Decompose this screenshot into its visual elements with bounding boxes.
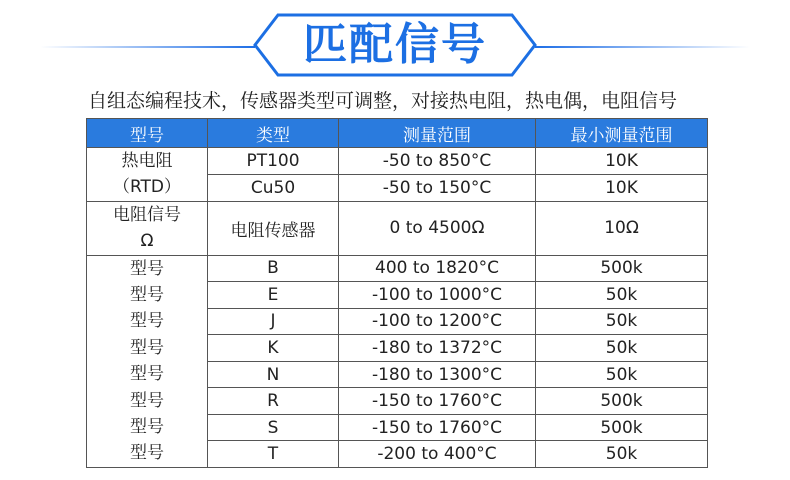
tc-label: 型号 bbox=[130, 443, 164, 464]
resistance-label-line2: Ω bbox=[140, 231, 154, 252]
min-range-cell: 50k bbox=[536, 361, 708, 388]
table-row bbox=[87, 201, 708, 255]
range-cell: 400 to 1820°C bbox=[339, 255, 536, 282]
min-range-cell: 50k bbox=[536, 282, 708, 309]
tc-label: 型号 bbox=[130, 364, 164, 385]
tc-label: 型号 bbox=[130, 337, 164, 358]
range-cell: -150 to 1760°C bbox=[339, 388, 536, 415]
min-range-cell: 10Ω bbox=[536, 201, 708, 255]
tc-label: 型号 bbox=[130, 285, 164, 306]
range-cell: 0 to 4500Ω bbox=[339, 201, 536, 255]
type-cell: B bbox=[208, 255, 339, 282]
page-subtitle: 自组态编程技术，传感器类型可调整，对接热电阻，热电偶，电阻信号 bbox=[88, 90, 678, 112]
min-range-cell: 50k bbox=[536, 335, 708, 362]
range-cell: -100 to 1000°C bbox=[339, 282, 536, 309]
rtd-label-line1: 热电阻 bbox=[121, 151, 173, 171]
type-cell: R bbox=[208, 388, 339, 415]
signal-spec-table bbox=[86, 118, 708, 468]
type-cell: S bbox=[208, 414, 339, 441]
range-cell: -200 to 400°C bbox=[339, 441, 536, 468]
range-cell: -150 to 1760°C bbox=[339, 414, 536, 441]
tc-label: 型号 bbox=[130, 258, 164, 279]
type-cell: 电阻传感器 bbox=[208, 201, 339, 255]
thermocouple-label-cell bbox=[87, 255, 208, 467]
range-cell: -100 to 1200°C bbox=[339, 308, 536, 335]
header-type: 类型 bbox=[208, 119, 339, 148]
rtd-label-line2: （RTD） bbox=[112, 177, 182, 198]
header-model: 型号 bbox=[87, 119, 208, 148]
table-row bbox=[87, 148, 708, 175]
range-cell: -50 to 150°C bbox=[339, 174, 536, 201]
type-cell: J bbox=[208, 308, 339, 335]
title-badge bbox=[252, 12, 538, 78]
table-header-row bbox=[87, 119, 708, 148]
type-cell: Cu50 bbox=[208, 174, 339, 201]
range-cell: -180 to 1372°C bbox=[339, 335, 536, 362]
min-range-cell: 500k bbox=[536, 255, 708, 282]
tc-label: 型号 bbox=[130, 390, 164, 411]
min-range-cell: 500k bbox=[536, 388, 708, 415]
type-cell: T bbox=[208, 441, 339, 468]
page-title: 匹配信号 bbox=[303, 19, 487, 70]
type-cell: E bbox=[208, 282, 339, 309]
type-cell: PT100 bbox=[208, 148, 339, 175]
min-range-cell: 50k bbox=[536, 308, 708, 335]
range-cell: -180 to 1300°C bbox=[339, 361, 536, 388]
header-min-range: 最小测量范围 bbox=[536, 119, 708, 148]
type-cell: N bbox=[208, 361, 339, 388]
min-range-cell: 10K bbox=[536, 148, 708, 175]
table-row bbox=[87, 255, 708, 282]
resistance-label-cell bbox=[87, 201, 208, 255]
header-left-line bbox=[40, 46, 255, 48]
min-range-cell: 50k bbox=[536, 441, 708, 468]
tc-label: 型号 bbox=[130, 311, 164, 332]
resistance-label-line1: 电阻信号 bbox=[113, 204, 181, 225]
rtd-label-cell bbox=[87, 148, 208, 202]
min-range-cell: 10K bbox=[536, 174, 708, 201]
range-cell: -50 to 850°C bbox=[339, 148, 536, 175]
type-cell: K bbox=[208, 335, 339, 362]
header-range: 测量范围 bbox=[339, 119, 536, 148]
tc-label: 型号 bbox=[130, 417, 164, 438]
header-right-line bbox=[535, 46, 750, 48]
header-banner bbox=[0, 0, 790, 80]
min-range-cell: 500k bbox=[536, 414, 708, 441]
